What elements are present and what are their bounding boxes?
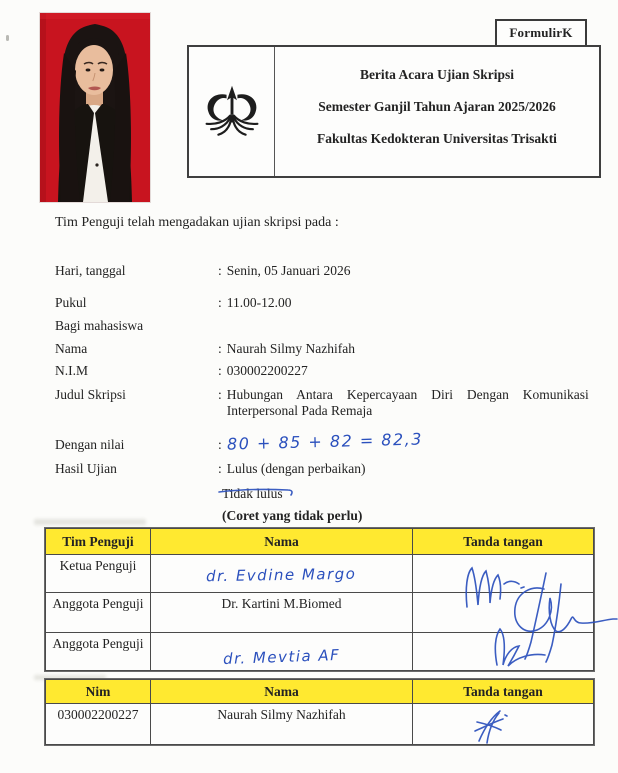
handwritten-score: 80 + 85 + 82 = 82,3: [226, 429, 423, 454]
colon: :: [218, 263, 222, 278]
handwritten-name: dr. Evdine Margo: [206, 564, 357, 586]
field-hari-tanggal: [55, 263, 595, 279]
field-value: Senin, 05 Januari 2026: [226, 263, 351, 278]
col-header-nim: Nim: [46, 680, 151, 704]
handwritten-name: dr. Mevtia AF: [222, 645, 341, 669]
colon: :: [218, 461, 222, 476]
colon: :: [218, 437, 222, 452]
semester-line: Semester Ganjil Tahun Ajaran 2025/2026: [318, 99, 556, 114]
form-code-label: FormulirK: [509, 25, 573, 40]
field-nim: [55, 363, 595, 379]
field-label: Dengan nilai: [55, 437, 125, 452]
intro-sentence: Tim Penguji telah mengadakan ujian skripsi pada :: [55, 215, 339, 230]
exam-result: Lulus (dengan perbaikan): [226, 461, 366, 476]
colon: :: [218, 295, 222, 310]
field-hasil-ujian: [55, 461, 595, 477]
scan-smudge: [34, 519, 146, 525]
strike-instruction-note: (Coret yang tidak perlu): [222, 508, 363, 523]
logo-cell: [189, 47, 275, 176]
document-title: Berita Acara Ujian Skripsi: [359, 67, 515, 82]
scan-artifact: [6, 35, 9, 41]
table-row: [46, 593, 594, 633]
table-row: [46, 704, 594, 745]
field-label: Pukul: [55, 295, 87, 310]
field-label: N.I.M: [55, 363, 88, 378]
examiner-role-cell: Anggota Penguji: [46, 593, 151, 633]
field-label: Bagi mahasiswa: [55, 318, 144, 333]
form-code-box: [495, 19, 587, 47]
field-label: Hari, tanggal: [55, 263, 126, 278]
student-nim-cell: 030002200227: [46, 704, 151, 745]
field-value: 11.00-12.00: [226, 295, 292, 310]
header-titles: [275, 47, 599, 176]
examiner-name-cell: [151, 555, 413, 593]
field-label: Nama: [55, 341, 88, 356]
col-header-tim-penguji: Tim Penguji: [46, 529, 151, 555]
examiners-table: [45, 528, 594, 671]
col-header-nama: Nama: [151, 529, 413, 555]
student-photo-image: [40, 13, 150, 202]
signature-cell: [413, 593, 594, 633]
thesis-title: Hubungan Antara Kepercayaan Diri Dengan Komunikasi Interpersonal Pada Remaja: [226, 387, 589, 418]
signature-cell: [413, 633, 594, 671]
crossed-out-option: Tidak lulus: [222, 486, 283, 501]
field-pukul: [55, 295, 595, 311]
col-header-tanda-tangan: Tanda tangan: [413, 529, 594, 555]
student-photo: [40, 13, 150, 202]
examiner-name-cell: [151, 633, 413, 671]
examiner-role-cell: Ketua Penguji: [46, 555, 151, 593]
student-table: [45, 679, 594, 745]
document-header-box: [187, 45, 601, 178]
table-row: [46, 555, 594, 593]
table-row: [46, 633, 594, 671]
field-label: Judul Skripsi: [55, 387, 126, 402]
col-header-tanda-tangan: Tanda tangan: [413, 680, 594, 704]
colon: :: [218, 363, 222, 378]
colon: :: [218, 387, 222, 402]
field-label: Hasil Ujian: [55, 461, 117, 476]
signature-cell: [413, 555, 594, 593]
field-judul-skripsi: [55, 387, 595, 419]
field-value: 030002200227: [226, 363, 308, 378]
field-dengan-nilai: [55, 429, 595, 456]
field-nama: [55, 341, 595, 357]
student-name-cell: Naurah Silmy Nazhifah: [151, 704, 413, 745]
field-value: Naurah Silmy Nazhifah: [226, 341, 355, 356]
field-bagi-mahasiswa: [55, 318, 595, 334]
examiner-role-cell: Anggota Penguji: [46, 633, 151, 671]
faculty-line: Fakultas Kedokteran Universitas Trisakti: [317, 131, 557, 146]
signature-cell: [413, 704, 594, 745]
examiner-name-cell: Dr. Kartini M.Biomed: [151, 593, 413, 633]
trisakti-logo: [203, 81, 261, 143]
colon: :: [218, 341, 222, 356]
col-header-nama: Nama: [151, 680, 413, 704]
